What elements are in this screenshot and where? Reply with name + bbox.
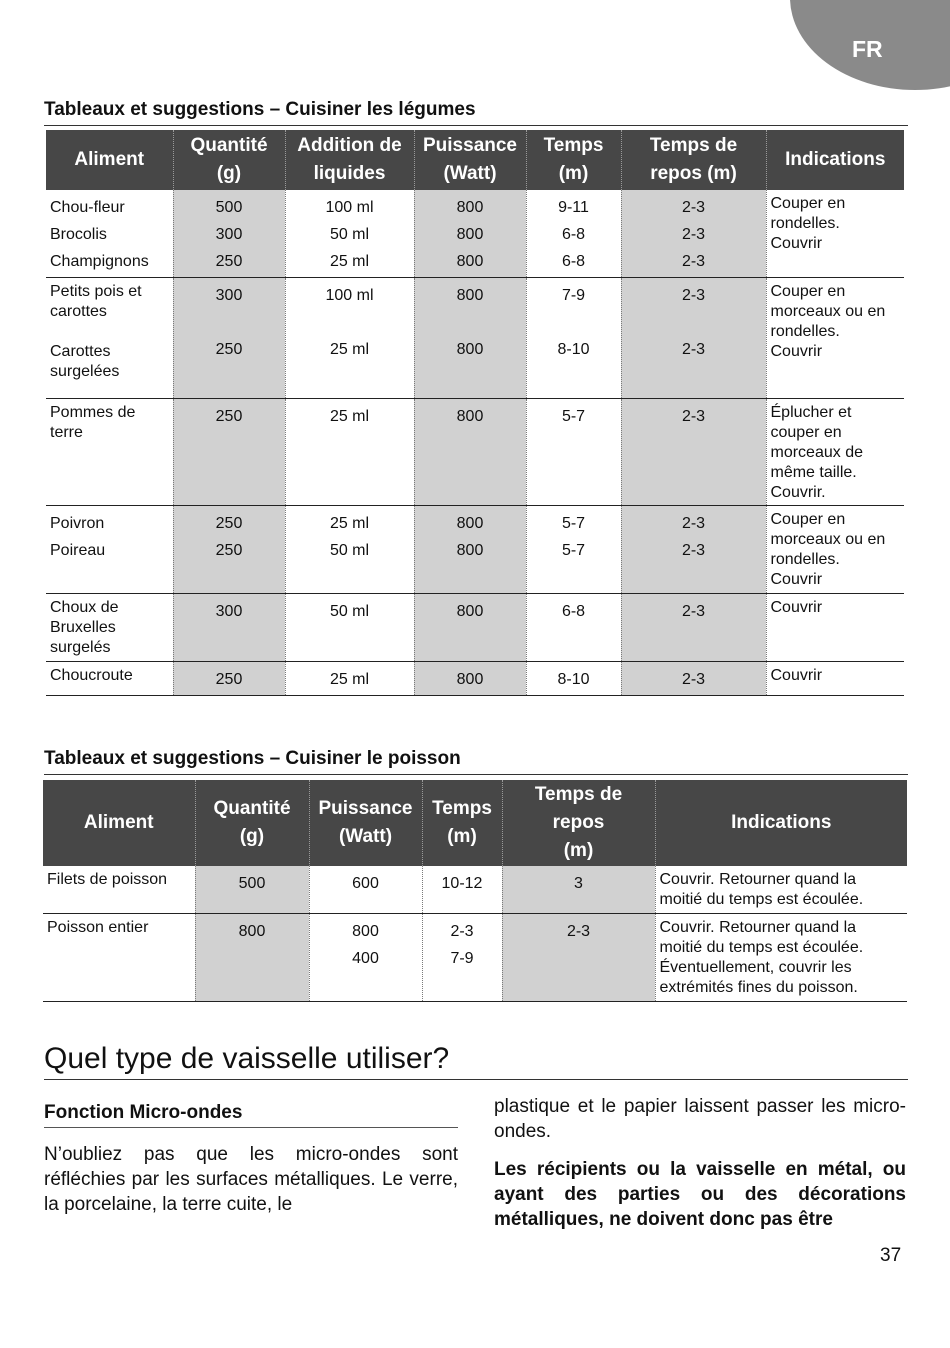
cell-text: 800 [456, 671, 484, 688]
cell-text: 300 [215, 226, 243, 243]
cell-text: Couvrir [770, 667, 823, 684]
cell-text: 5-7 [561, 408, 586, 425]
cell-text: 600 [352, 875, 379, 892]
cell-text: 50 ml [329, 226, 370, 243]
cell-text: 800 [456, 408, 484, 425]
cell-text: 3 [574, 875, 583, 892]
cell-text: Poivron [50, 515, 105, 532]
cell-text: Bruxelles [50, 619, 116, 636]
cell-text: Couvrir. Retourner quand la [659, 871, 857, 888]
cell-power [414, 662, 526, 696]
cell-text: 5-7 [561, 542, 586, 559]
column-header-text: (m) [558, 163, 589, 184]
cell-text: Couvrir. Retourner quand la [659, 918, 857, 936]
cell-qty [173, 278, 285, 399]
column-header [766, 130, 904, 190]
column-header [43, 780, 195, 866]
cell-rest [502, 866, 655, 913]
cell-text [50, 322, 169, 342]
table-row [46, 278, 904, 399]
cell-text: Couper en [770, 511, 846, 528]
cell-ind [766, 506, 904, 594]
column-header [195, 780, 309, 866]
cell-rest [621, 594, 766, 662]
cell-rest [621, 278, 766, 399]
cell-text: 2-3 [450, 922, 474, 940]
cell-rest [502, 913, 655, 1001]
cell-text: 800 [456, 515, 484, 532]
cell-qty [173, 506, 285, 594]
cell-power [414, 506, 526, 594]
cell-qty [173, 594, 285, 662]
cell-text: couper en [770, 424, 842, 441]
cell-food [46, 662, 173, 696]
cell-text: 7-9 [450, 949, 474, 967]
table-row [43, 913, 907, 1001]
cell-time [526, 662, 621, 696]
column-header-text: (m) [447, 826, 477, 847]
cell-time [526, 506, 621, 594]
column-header-text: Temps [432, 798, 492, 819]
cell-time [422, 913, 502, 1001]
cell-text: 25 ml [329, 341, 370, 358]
cell-text: 2-3 [681, 341, 706, 358]
cell-text: Choucroute [50, 667, 133, 684]
column-header-text: (g) [239, 826, 265, 847]
cell-ind [655, 913, 907, 1001]
column-header [621, 130, 766, 190]
column-header-text: (m) [563, 840, 594, 861]
cell-liquid [285, 506, 414, 594]
cell-liquid [285, 190, 414, 278]
cell-text: Poireau [50, 542, 106, 559]
cell-text: 250 [215, 671, 243, 688]
cell-text [178, 309, 281, 336]
cell-liquid [285, 278, 414, 399]
cell-text: Poisson entier [47, 918, 149, 936]
cell-text: Couvrir [770, 343, 823, 360]
column-header [526, 130, 621, 190]
cell-liquid [285, 594, 414, 662]
column-header-text: Indications [731, 812, 832, 833]
cell-text: 2-3 [681, 226, 706, 243]
cell-food [46, 190, 173, 278]
cell-text: 8-10 [557, 341, 590, 358]
vegetables-header-row [46, 130, 904, 190]
cell-text: 2-3 [566, 922, 591, 940]
cell-text: moitié du temps est écoulée. [659, 891, 864, 908]
cell-food [46, 399, 173, 506]
cell-text [290, 309, 410, 336]
cell-qty [173, 399, 285, 506]
body-paragraph-right: plastique et le papier laissent passer les micro-ondes. [494, 1096, 906, 1142]
cell-time [526, 190, 621, 278]
cell-rest [621, 506, 766, 594]
cell-food [46, 594, 173, 662]
cell-text [419, 309, 522, 336]
cell-text: 400 [352, 949, 379, 967]
cell-text: 250 [215, 341, 243, 358]
column-header-text: Quantité [213, 798, 291, 819]
subsection-heading: Fonction Micro-ondes [44, 1101, 458, 1128]
cell-text: 25 ml [329, 515, 370, 532]
cell-ind [655, 866, 907, 913]
cell-text: 100 ml [325, 287, 374, 304]
cell-time [526, 399, 621, 506]
cell-text: Filets de poisson [47, 871, 168, 888]
cell-time [422, 866, 502, 913]
table-row [46, 399, 904, 506]
cell-text: surgelées [50, 363, 120, 380]
column-header-text: Aliment [83, 812, 154, 833]
column-header-text: Aliment [74, 149, 145, 170]
cell-text: 2-3 [681, 542, 706, 559]
cell-text: carottes [50, 303, 107, 320]
table-row [46, 662, 904, 696]
cell-text: 2-3 [681, 515, 706, 532]
cell-text: terre [50, 424, 83, 441]
fish-header-row [43, 780, 907, 866]
cell-text: 2-3 [681, 671, 706, 688]
cell-text: rondelles. [770, 215, 840, 232]
cell-qty [173, 662, 285, 696]
cell-text: 800 [456, 226, 484, 243]
column-header-text: Addition de [297, 135, 402, 156]
cell-text: 2-3 [681, 287, 706, 304]
cell-rest [621, 399, 766, 506]
column-header-text: Temps [543, 135, 604, 156]
vegetables-table [46, 130, 904, 696]
table-row [43, 866, 907, 913]
cell-text: 800 [352, 922, 379, 940]
column-header-text: Temps de [534, 784, 623, 805]
cell-text: 6-8 [561, 226, 586, 243]
cell-text: 2-3 [681, 603, 706, 620]
column-header-text: Indications [785, 149, 886, 170]
cell-liquid [285, 399, 414, 506]
cell-text: 2-3 [681, 408, 706, 425]
fish-table-title: Tableaux et suggestions – Cuisiner le poisson [44, 747, 908, 775]
cell-text: 25 ml [329, 253, 370, 270]
cell-qty [173, 190, 285, 278]
table-row [46, 594, 904, 662]
cell-text: Éventuellement, couvrir les [659, 958, 852, 976]
cell-power [309, 913, 422, 1001]
cell-text: Couvrir [770, 599, 823, 616]
column-header-text: (g) [216, 163, 242, 184]
cell-text: 500 [238, 875, 266, 892]
column-header-text: Temps de [649, 135, 738, 156]
cell-text: 800 [456, 542, 484, 559]
cell-text: 250 [215, 408, 243, 425]
cell-text: 800 [456, 341, 484, 358]
cell-text: 800 [456, 603, 484, 620]
cell-time [526, 278, 621, 399]
cell-text: 6-8 [561, 253, 586, 270]
cell-text: 2-3 [681, 199, 706, 216]
cell-text: 800 [456, 287, 484, 304]
cell-power [414, 399, 526, 506]
cell-text: 250 [215, 253, 243, 270]
cell-text [626, 309, 762, 336]
column-header-text: repos (m) [650, 163, 737, 184]
cell-text: 300 [215, 287, 243, 304]
cell-food [46, 506, 173, 594]
cell-food [46, 278, 173, 399]
cell-text: moitié du temps est écoulée. [659, 938, 864, 956]
cell-text: 10-12 [441, 875, 483, 892]
cell-power [414, 278, 526, 399]
section-heading: Quel type de vaisselle utiliser? [44, 1041, 908, 1080]
cell-text: 800 [456, 253, 484, 270]
cell-text [531, 309, 617, 336]
cell-text: Champignons [50, 253, 149, 270]
cell-ind [766, 278, 904, 399]
body-paragraph-left: N’oubliez pas que les micro-ondes sont réfléchies par les surfaces métalliques. Le verre, la porcelaine, la terre cuite, le [44, 1144, 458, 1215]
cell-text: 250 [215, 542, 243, 559]
table-row [46, 190, 904, 278]
fish-table [43, 780, 907, 1002]
cell-text: Couvrir [770, 235, 823, 252]
cell-power [414, 190, 526, 278]
cell-text: morceaux ou en [770, 303, 886, 320]
cell-ind [766, 399, 904, 506]
cell-text: Couper en [770, 283, 846, 300]
cell-text: 25 ml [329, 408, 370, 425]
column-header-text: Puissance [423, 135, 517, 156]
cell-power [414, 594, 526, 662]
cell-text: Chou-fleur [50, 199, 125, 216]
cell-ind [766, 594, 904, 662]
cell-text: Couvrir. [770, 484, 826, 501]
cell-text: Choux de [50, 599, 119, 616]
cell-text: morceaux de [770, 444, 863, 461]
cell-text: 5-7 [561, 515, 586, 532]
cell-text: Petits pois et [50, 283, 142, 300]
cell-text: 800 [238, 922, 266, 940]
cell-text: 50 ml [329, 542, 370, 559]
cell-text: 300 [215, 603, 243, 620]
column-header [173, 130, 285, 190]
body-paragraph-warning: Les récipients ou la vaisselle en métal, ou ayant des parties ou des décorations métalliques, ne doivent donc pas être [494, 1159, 906, 1230]
cell-text: Couvrir [770, 571, 823, 588]
cell-text: Brocolis [50, 226, 107, 243]
table-row [46, 506, 904, 594]
cell-text: 9-11 [558, 199, 589, 216]
cell-food [43, 866, 195, 913]
column-header [309, 780, 422, 866]
cell-rest [621, 190, 766, 278]
cell-rest [621, 662, 766, 696]
cell-ind [766, 662, 904, 696]
cell-time [526, 594, 621, 662]
column-header-text: liquides [313, 163, 386, 184]
column-header-text: repos [552, 812, 605, 833]
page-number: 37 [880, 1245, 902, 1266]
cell-text: 50 ml [329, 603, 370, 620]
cell-text: Éplucher et [770, 404, 852, 421]
cell-text: 8-10 [557, 671, 590, 688]
cell-food [43, 913, 195, 1001]
cell-text: surgelés [50, 639, 111, 656]
cell-liquid [285, 662, 414, 696]
cell-text: 7-9 [561, 287, 586, 304]
cell-text: 500 [215, 199, 243, 216]
cell-text: 25 ml [329, 671, 370, 688]
cell-text: Couper en [770, 195, 846, 212]
column-header [655, 780, 907, 866]
cell-text: rondelles. [770, 551, 840, 568]
column-header [414, 130, 526, 190]
column-header-text: Quantité [190, 135, 268, 156]
cell-text: morceaux ou en [770, 531, 886, 548]
cell-text: 250 [215, 515, 243, 532]
cell-text: extrémités fines du poisson. [659, 978, 858, 996]
column-header-text: (Watt) [338, 826, 393, 847]
cell-text: rondelles. [770, 323, 840, 340]
column-header-text: Puissance [318, 798, 413, 819]
cell-qty [195, 913, 309, 1001]
column-header [46, 130, 173, 190]
language-label: FR [852, 36, 883, 62]
column-header-text: (Watt) [443, 163, 497, 184]
cell-text: 100 ml [325, 199, 374, 216]
vegetables-table-title: Tableaux et suggestions – Cuisiner les légumes [44, 98, 908, 126]
cell-text: 800 [456, 199, 484, 216]
cell-qty [195, 866, 309, 913]
column-header [502, 780, 655, 866]
cell-text: 2-3 [681, 253, 706, 270]
cell-power [309, 866, 422, 913]
column-header [285, 130, 414, 190]
cell-text: même taille. [770, 464, 857, 481]
cell-text: Pommes de [50, 404, 136, 421]
cell-text: Carottes [50, 343, 111, 360]
cell-text: 6-8 [561, 603, 586, 620]
cell-ind [766, 190, 904, 278]
column-header [422, 780, 502, 866]
